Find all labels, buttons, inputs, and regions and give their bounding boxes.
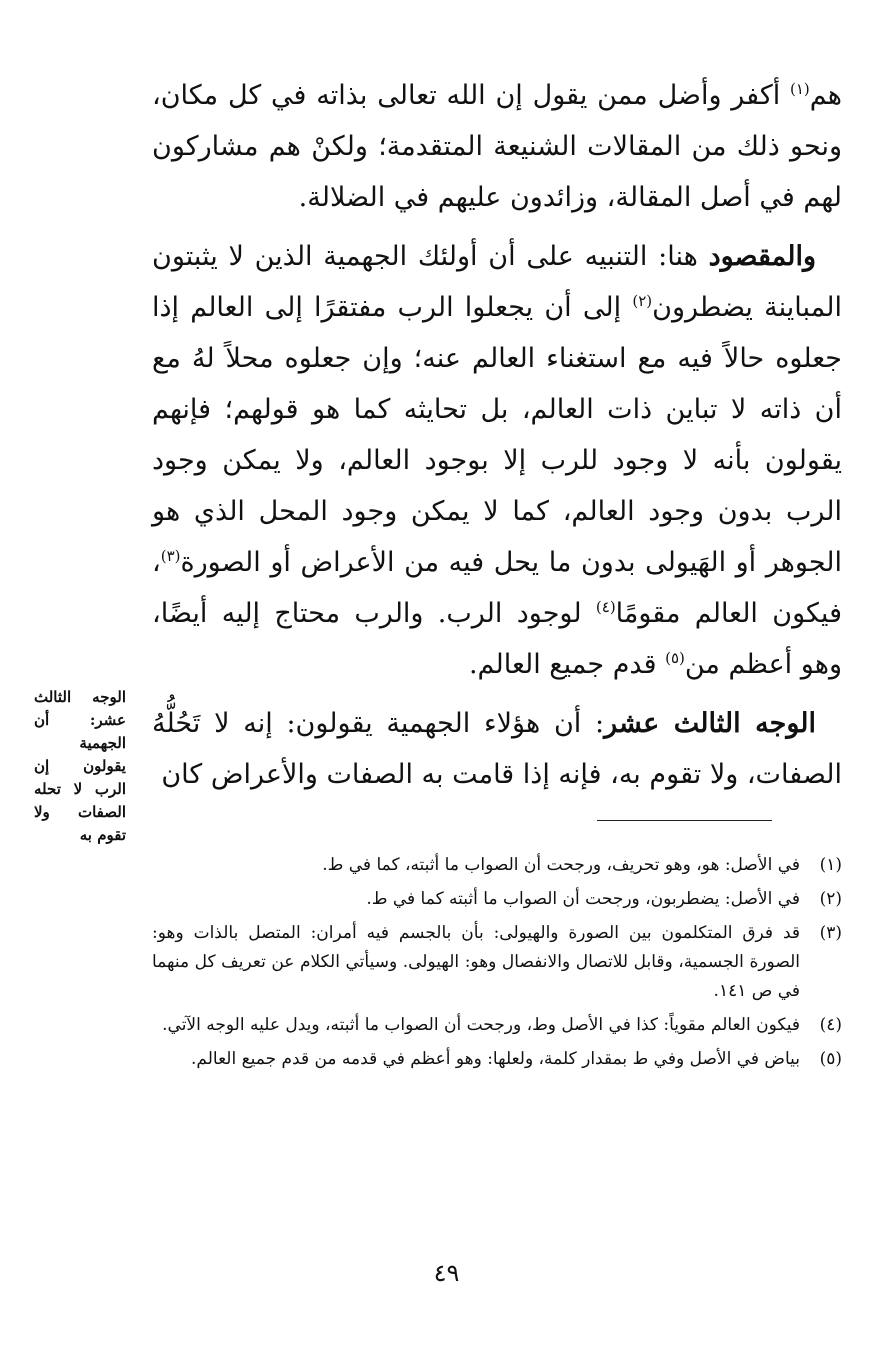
paragraph-2-text-2: إلى أن يجعلوا الرب مفتقرًا إلى العالم إذا جعلوه حالاً فيه مع استغناء العالم عنه؛ وإن جعلوه محلاً لهُ مع أن ذاته لا تباين ذات العالم، بل تحايثه كما هو قولهم؛ فإنهم يقولون بأنه لا وجود للرب إلا بوجود العالم، ولا يمكن وجود الرب بدون وجود العالم، كما لا يمكن وجود المحل الذي هو الجوهر أو الهَيولى بدون ما يحل فيه من الأعراض أو الصورة <box>152 292 842 578</box>
paragraph-3-lead: الوجه الثالث عشر <box>604 708 816 739</box>
paragraph-2 <box>152 231 842 690</box>
footnote-item <box>152 851 842 880</box>
paragraph-3 <box>152 698 842 800</box>
paragraph-1 <box>152 70 842 223</box>
footnote-number: (٣) <box>819 923 842 943</box>
paragraph-2-text-1: هنا: التنبيه على أن أولئك الجهمية الذين لا يثبتون المباينة يضطرون <box>152 241 842 323</box>
paragraph-2-text-5: قدم جميع العالم. <box>468 649 666 680</box>
footnote-number: (١) <box>819 855 842 875</box>
paragraph-3-text: : أن هؤلاء الجهمية يقولون: إنه لا تَحُلُّهُ الصفات، ولا تقوم به، فإنه إذا قامت به الصفات والأعراض كان <box>152 708 842 790</box>
paragraph-1-text-a: هم <box>809 80 842 111</box>
paragraph-2-text-4: لوجود الرب. والرب محتاج إليه أيضًا، وهو أعظم من <box>152 598 842 680</box>
paragraph-2-text-3: ، فيكون العالم مقومًا <box>152 547 842 629</box>
footnote-item <box>152 1045 842 1074</box>
footnote-number: (٤) <box>819 1015 842 1035</box>
footnote-text: في الأصل: يضطربون، ورجحت أن الصواب ما أثبته كما في ط. <box>366 889 800 909</box>
footnote-text: في الأصل: هو، وهو تحريف، ورجحت أن الصواب ما أثبته، كما في ط. <box>322 855 800 875</box>
page-number: ٤٩ <box>433 1259 460 1287</box>
paragraph-1-text-b: أكفر وأضل ممن يقول إن الله تعالى بذاته في كل مكان، ونحو ذلك من المقالات الشنيعة المتقدمة؛ ولكنْ هم مشاركون لهم في أصل المقالة، وزائدون عليهم في الضلالة. <box>152 80 842 213</box>
footnote-text: قد فرق المتكلمون بين الصورة والهيولى: بأن بالجسم فيه أمران: المتصل بالذات وهو: الصورة الجسمية، وقابل للاتصال والانفصال وهو: الهيولى. وسيأتي الكلام عن تعريف كل منهما في ص ١٤١. <box>152 923 800 1001</box>
footnote-divider <box>597 820 772 821</box>
footnote-number: (٢) <box>819 889 842 909</box>
footnotes <box>152 851 842 1079</box>
footnote-ref-1: (١) <box>790 80 810 98</box>
main-text-block <box>152 70 842 800</box>
footnote-text: فيكون العالم مقوياً: كذا في الأصل وط، ورجحت أن الصواب ما أثبته، ويدل عليه الوجه الآتي. <box>162 1015 800 1035</box>
footnote-item <box>152 919 842 1006</box>
footnote-number: (٥) <box>819 1049 842 1069</box>
footnote-text: بياض في الأصل وفي ط بمقدار كلمة، ولعلها: وهو أعظم في قدمه من قدم جميع العالم. <box>191 1049 800 1069</box>
page-number-row <box>0 1258 893 1288</box>
footnote-ref-2: (٢) <box>632 292 653 310</box>
paragraph-2-lead: والمقصود <box>708 241 816 272</box>
footnote-ref-4: (٤) <box>595 598 616 616</box>
margin-note: الوجه الثالث عشر: أن الجهمية يقولون إن الرب لا تحله الصفات ولا تقوم به <box>34 688 126 844</box>
footnote-ref-3: (٣) <box>160 547 181 565</box>
footnote-item <box>152 1011 842 1040</box>
footnote-ref-5: (٥) <box>665 649 685 667</box>
footnote-item <box>152 885 842 914</box>
